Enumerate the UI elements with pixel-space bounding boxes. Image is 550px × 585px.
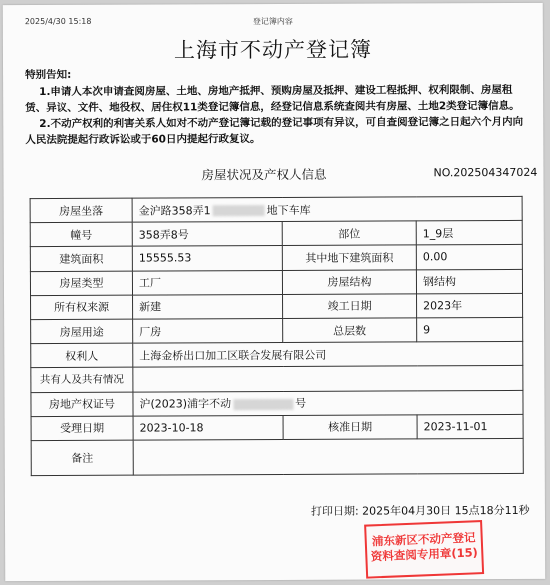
underground-area-value: 0.00 (416, 245, 522, 270)
co-owner-value (133, 366, 523, 392)
completion-date-label: 竣工日期 (283, 294, 417, 319)
certificate-value-text: 沪(2023)浦字不动 (139, 397, 232, 411)
co-owner-label: 共有人及共有情况 (31, 367, 133, 392)
ownership-source-label: 所有权来源 (31, 295, 133, 320)
area-label: 建筑面积 (30, 246, 132, 271)
table-row (30, 221, 522, 247)
table-row (31, 438, 523, 475)
notice-item-2: 2.不动产权利的利害关系人如对不动产登记簿记载的登记事项有异议，可自查阅登记簿之日起六个月内向人民法院提起行政诉讼或于60日内提起行政复议。 (25, 115, 524, 147)
table-row (31, 317, 523, 343)
location-value-suffix: 地下车库 (266, 203, 311, 217)
seal-line-2: 资料查阅专用章(15) (370, 545, 479, 564)
register-page (3, 3, 546, 581)
accept-date-label: 受理日期 (31, 416, 133, 441)
location-label: 房屋坐落 (30, 198, 132, 223)
notice-heading: 特别告知: (25, 68, 72, 82)
document-number: NO.202504347024 (433, 165, 538, 180)
approve-date-label: 核准日期 (283, 415, 417, 440)
accept-date-value: 2023-10-18 (133, 415, 283, 440)
owner-value: 上海金桥出口加工区联合发展有限公司 (133, 342, 523, 368)
ownership-source-value: 新建 (133, 294, 283, 319)
table-row (31, 366, 523, 392)
building-value: 358弄8号 (132, 222, 282, 247)
table-row (30, 245, 522, 271)
total-floors-value: 9 (417, 317, 523, 342)
structure-label: 房屋结构 (282, 269, 416, 294)
floor-label: 部位 (282, 221, 416, 246)
official-seal (364, 520, 484, 579)
underground-area-label: 其中地下建筑面积 (282, 245, 416, 270)
usage-label: 房屋用途 (31, 319, 133, 344)
building-label: 幢号 (30, 222, 132, 247)
table-row (31, 390, 523, 416)
page-header-label: 登记簿内容 (252, 16, 293, 27)
page-title: 上海市不动产登记簿 (173, 37, 372, 63)
area-value: 15555.53 (132, 246, 282, 271)
location-value-text: 金沪路358弄1 (138, 203, 211, 218)
completion-date-value: 2023年 (417, 293, 523, 318)
section-title: 房屋状况及产权人信息 (201, 166, 327, 183)
house-type-label: 房屋类型 (30, 271, 132, 296)
remark-label: 备注 (31, 440, 133, 475)
table-row (31, 342, 523, 368)
redaction-mark (233, 399, 293, 410)
approve-date-value: 2023-11-01 (417, 414, 523, 439)
total-floors-label: 总层数 (283, 318, 417, 343)
table-row (30, 196, 522, 222)
certificate-label: 房地产权证号 (31, 392, 133, 417)
special-notice (25, 65, 525, 148)
remark-value (133, 438, 523, 475)
certificate-value-suffix: 号 (295, 396, 307, 411)
owner-label: 权利人 (31, 343, 133, 368)
print-date: 打印日期: 2025年04月30日 15点18分11秒 (310, 503, 530, 518)
table-row (30, 269, 522, 295)
location-value (132, 196, 522, 222)
print-timestamp: 2025/4/30 15:18 (24, 16, 92, 27)
usage-value: 厂房 (133, 318, 283, 343)
structure-value: 钢结构 (416, 269, 522, 294)
seal-line-1: 浦东新区不动产登记 (371, 530, 476, 549)
table-row (31, 414, 523, 440)
property-table (30, 196, 524, 476)
notice-item-1: 1.申请人本次申请查阅房屋、土地、房地产抵押、预购房屋及抵押、建设工程抵押、权利限制、房屋租赁、异议、文件、地役权、居住权11类登记簿信息，经登记信息系统查阅共有房屋、土地2类登记簿信息。 (25, 83, 520, 115)
house-type-value: 工厂 (132, 270, 282, 295)
redaction-mark (213, 205, 265, 216)
certificate-value (133, 390, 523, 416)
table-row (31, 293, 523, 319)
floor-value: 1_9层 (416, 221, 522, 246)
